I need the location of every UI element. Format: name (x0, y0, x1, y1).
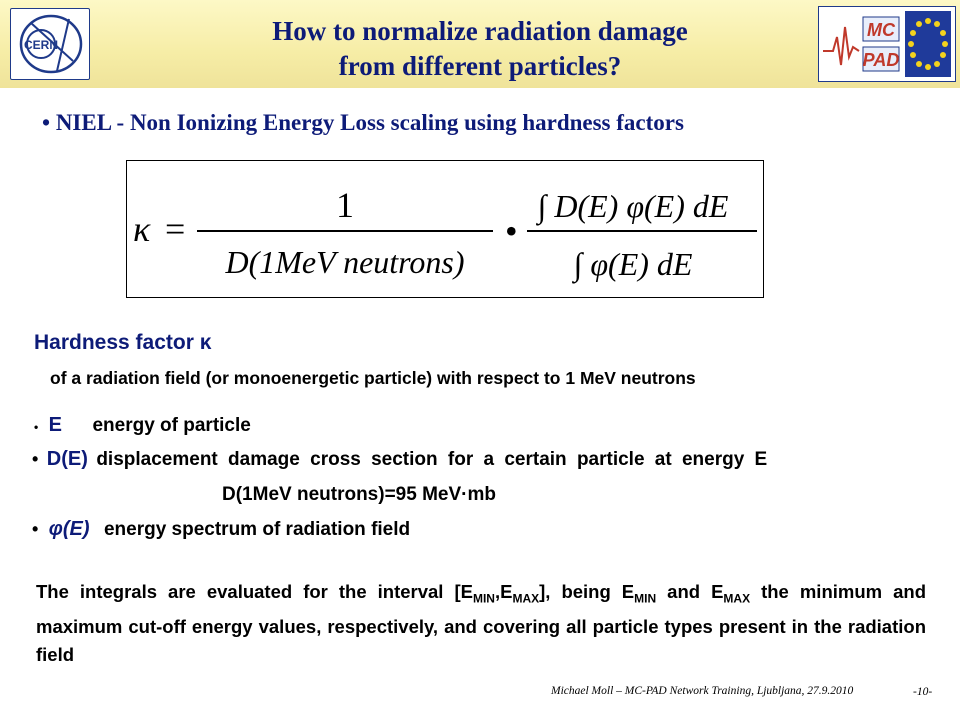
definition-symbol: φ(E) (48, 518, 90, 540)
definition-spectrum (32, 518, 410, 541)
formula-lhs: κ (133, 209, 151, 249)
definition-text: energy of particle (92, 415, 251, 436)
definition-displacement (32, 448, 767, 471)
niel-bullet-text: NIEL - Non Ionizing Energy Loss scaling using hardness factors (55, 110, 684, 135)
bullet-icon: • (42, 110, 51, 135)
page-number: -10- (913, 686, 933, 698)
cern-logo-text: CERN (23, 38, 59, 52)
definition-text: displacement damage cross section for a certain particle at energy E (96, 449, 768, 470)
note-text: and E (656, 581, 724, 602)
mc-pad-logo (818, 6, 956, 82)
niel-bullet (42, 110, 684, 136)
d-value-line: D(1MeV neutrons)=95 MeV·mb (222, 484, 496, 505)
formula-equals: = (165, 209, 186, 249)
formula-numerator-1: 1 (336, 185, 354, 225)
formula-denominator-1: D(1MeV neutrons) (225, 244, 465, 280)
bullet-icon: • (32, 519, 39, 539)
title-line-2: from different particles? (338, 51, 622, 81)
hardness-description: of a radiation field (or monoenergetic particle) with respect to 1 MeV neutrons (50, 368, 696, 388)
definition-symbol: D(E) (46, 448, 88, 470)
note-text: ,E (494, 581, 513, 602)
formula-numerator-2: ∫ D(E) φ(E) dE (537, 188, 729, 224)
definition-text: energy spectrum of radiation field (103, 519, 411, 540)
definition-energy (34, 414, 251, 437)
formula-box (126, 160, 764, 298)
note-text: the minimum and maximum cut-off energy values, respectively, and covering all particle types present in the radiation field (36, 581, 926, 665)
bullet-icon: • (32, 449, 39, 469)
note-subscript: MAX (512, 591, 540, 606)
note-subscript: MAX (723, 591, 751, 606)
mc-pad-logo-bottom-text: PAD (862, 50, 900, 70)
bullet-icon: • (34, 420, 39, 434)
title-line-1: How to normalize radiation damage (272, 16, 688, 46)
mc-pad-logo-top-text: MC (867, 20, 895, 40)
formula-denominator-2: ∫ φ(E) dE (573, 246, 693, 282)
note-text: The integrals are evaluated for the interval [E (36, 581, 473, 602)
note-text: ], being E (539, 581, 635, 602)
cern-logo (10, 8, 90, 80)
formula-dot: • (505, 211, 518, 251)
note-subscript: MIN (472, 591, 495, 606)
page-title (110, 14, 850, 84)
footer-credit: Michael Moll – MC-PAD Network Training, Ljubljana, 27.9.2010 (551, 685, 854, 697)
hardness-heading: Hardness factor κ (34, 331, 212, 354)
integral-note (36, 578, 926, 669)
note-subscript: MIN (634, 591, 657, 606)
definition-symbol: E (48, 414, 62, 436)
